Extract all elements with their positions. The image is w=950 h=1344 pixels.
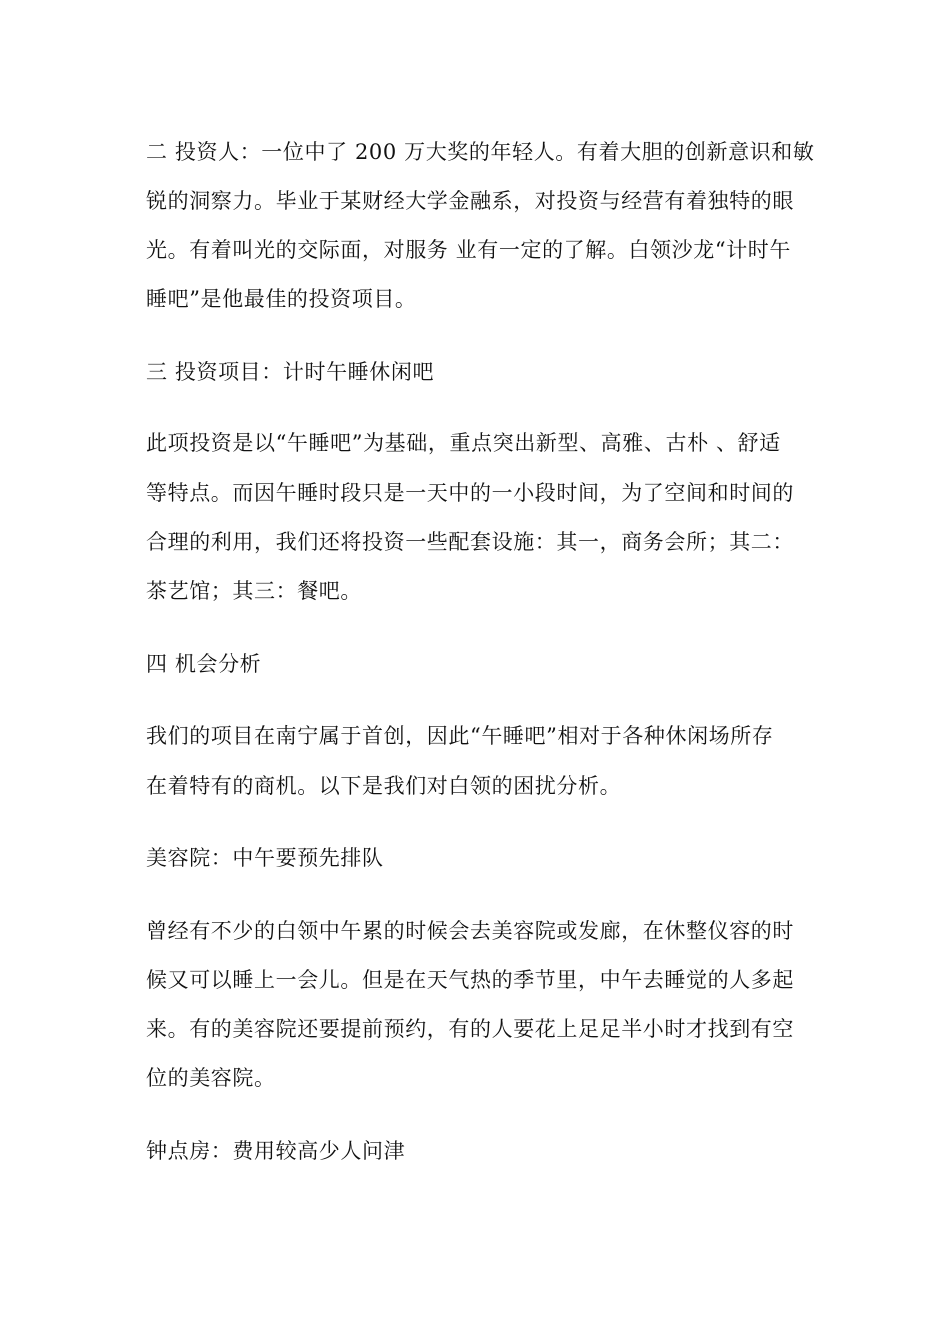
investor-paragraph-line-4: 睡吧”是他最佳的投资项目。 [146, 287, 417, 311]
hourly-room-heading: 钟点房：费用较高少人问津 [146, 1139, 406, 1163]
opportunity-paragraph-line-2: 在着特有的商机。以下是我们对白领的困扰分析。 [146, 774, 622, 798]
investor-paragraph-line-1: 二 投资人：一位中了 200 万大奖的年轻人。有着大胆的创新意识和敏 [146, 140, 815, 164]
opportunity-heading: 四 机会分析 [146, 652, 262, 676]
project-paragraph-line-4: 茶艺馆；其三：餐吧。 [146, 579, 362, 603]
project-paragraph-line-3: 合理的利用，我们还将投资一些配套设施：其一，商务会所；其二： [146, 530, 794, 554]
investor-paragraph-line-2: 锐的洞察力。毕业于某财经大学金融系，对投资与经营有着独特的眼 [146, 189, 794, 213]
project-paragraph-line-1: 此项投资是以“午睡吧”为基础，重点突出新型、高雅、古朴 、舒适 [146, 431, 781, 455]
salon-paragraph-line-1: 曾经有不少的白领中午累的时候会去美容院或发廊，在休整仪容的时 [146, 919, 794, 943]
investor-paragraph-line-3: 光。有着叫光的交际面，对服务 业有一定的了解。白领沙龙“计时午 [146, 238, 792, 262]
opportunity-paragraph-line-1: 我们的项目在南宁属于首创，因此“午睡吧”相对于各种休闲场所存 [146, 724, 774, 748]
project-paragraph-line-2: 等特点。而因午睡时段只是一天中的一小段时间，为了空间和时间的 [146, 481, 794, 505]
salon-paragraph-line-3: 来。有的美容院还要提前预约，有的人要花上足足半小时才找到有空 [146, 1017, 794, 1041]
salon-paragraph-line-2: 候又可以睡上一会儿。但是在天气热的季节里，中午去睡觉的人多起 [146, 968, 794, 992]
project-heading: 三 投资项目：计时午睡休闲吧 [146, 360, 435, 384]
salon-paragraph-line-4: 位的美容院。 [146, 1066, 276, 1090]
salon-heading: 美容院：中午要预先排队 [146, 846, 384, 870]
